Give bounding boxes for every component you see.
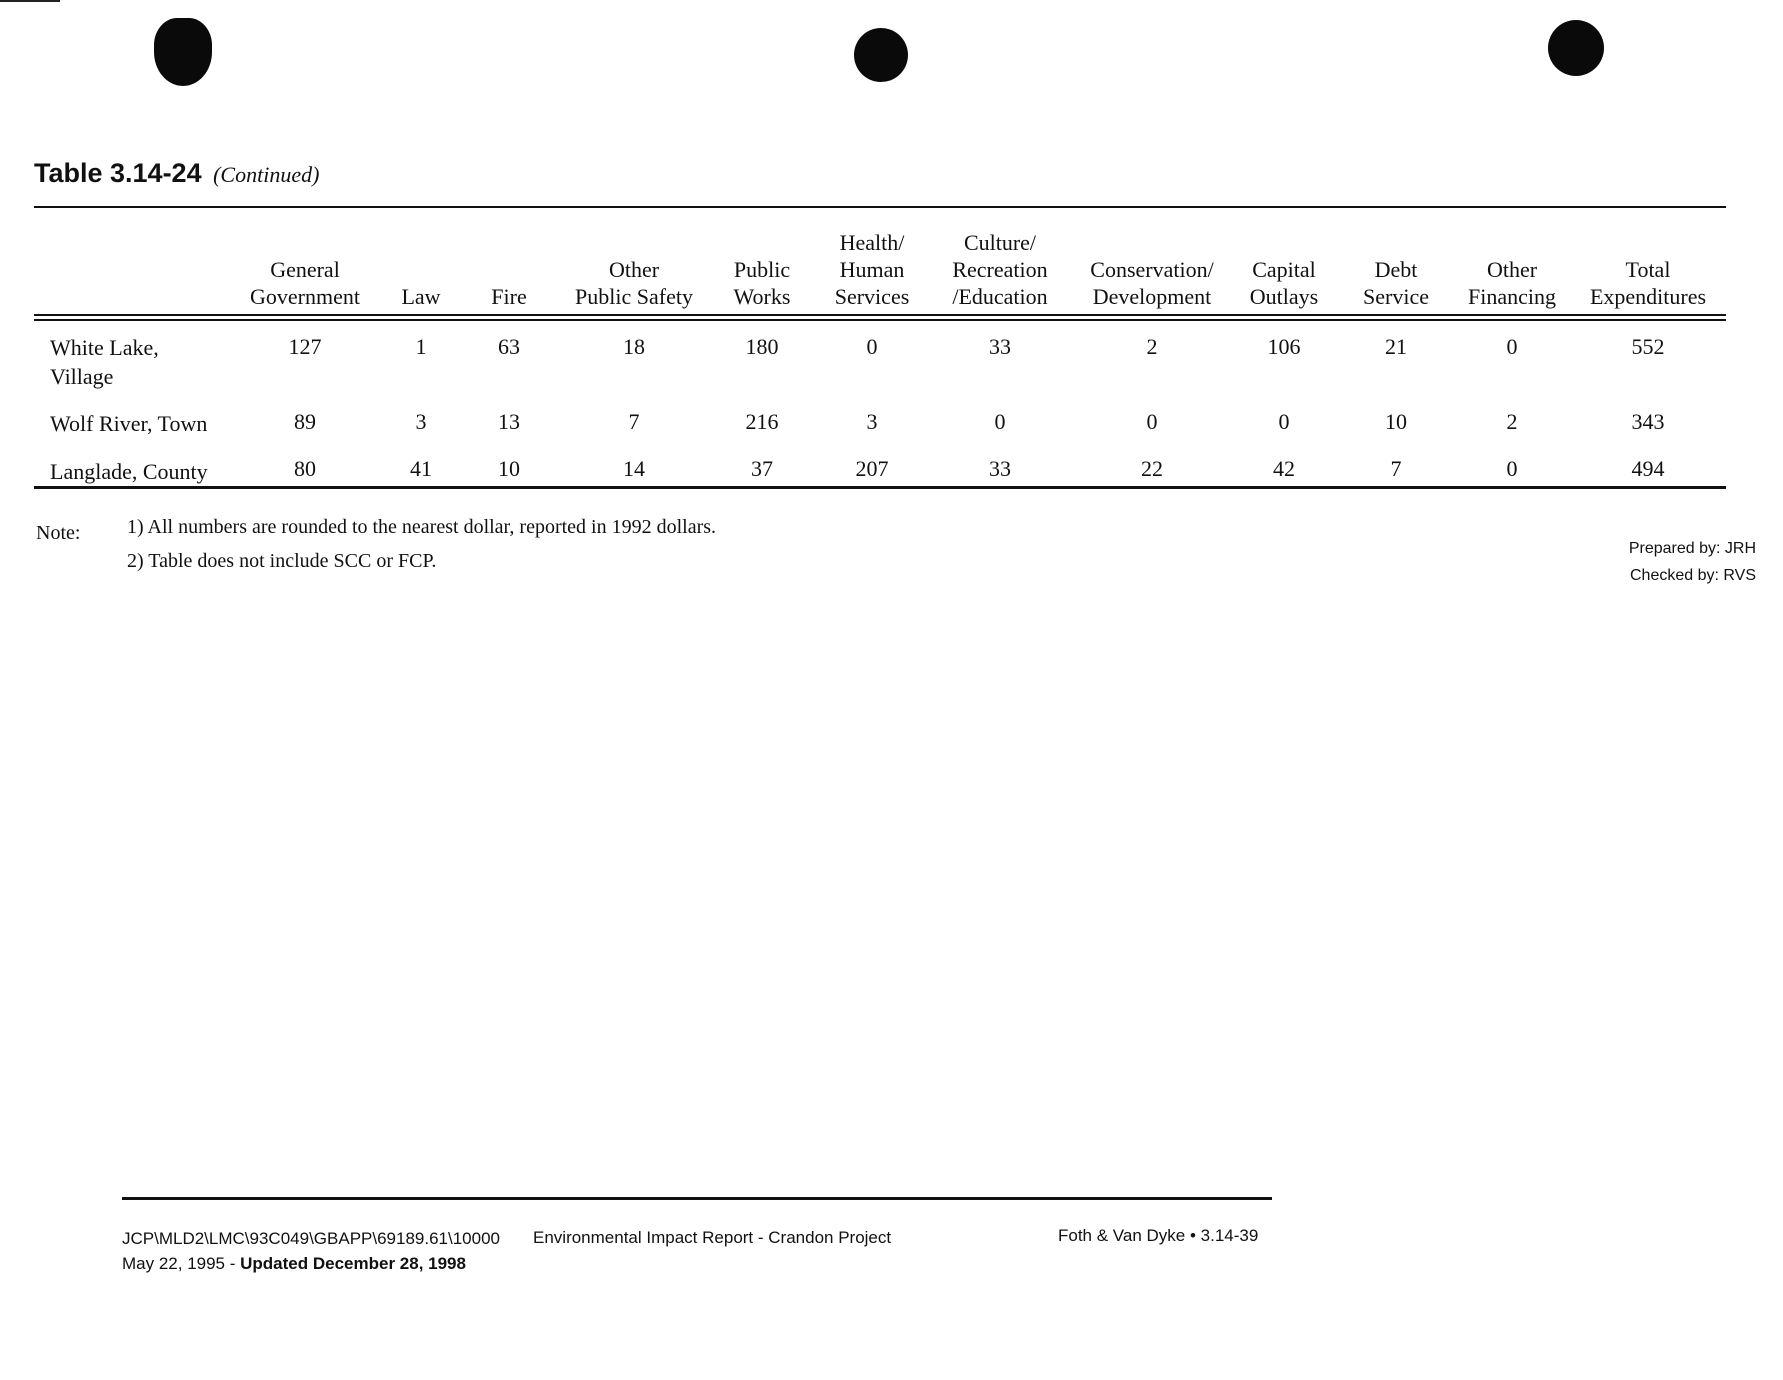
row-label [50, 457, 208, 486]
table-cell-culture-recreation-education: 33 [989, 456, 1011, 481]
column-header-line: Recreation [952, 257, 1048, 282]
punch-hole-right [1548, 20, 1604, 76]
table-title-label: Table 3.14-24 [34, 158, 202, 188]
table-cell-conservation-development: 2 [1146, 334, 1158, 359]
column-header-fire [491, 283, 526, 310]
row-label-line: Village [50, 364, 114, 389]
table-cell-conservation-development: 22 [1141, 456, 1163, 481]
footer-date-updated: Updated December 28, 1998 [240, 1254, 466, 1273]
row-label [50, 333, 159, 391]
column-header-line: Health/ [839, 230, 905, 255]
table-cell-law: 41 [410, 456, 432, 481]
table-cell-other-public-safety: 7 [628, 409, 640, 434]
prepared-by: Prepared by: JRH [1628, 540, 1756, 557]
footer-date [122, 1254, 466, 1274]
table-cell-debt-service: 7 [1390, 456, 1402, 481]
table-cell-other-public-safety: 14 [623, 456, 645, 481]
table-cell-health-human-services: 3 [866, 409, 878, 434]
column-header-line: Services [834, 284, 910, 309]
column-header-line: General [270, 257, 340, 282]
footer-page-number: Foth & Van Dyke • 3.14-39 [1058, 1226, 1259, 1245]
column-header-general-government [250, 256, 360, 310]
column-header-line: Public [733, 257, 791, 282]
row-label-line: White Lake, [50, 335, 159, 360]
column-header-line: Service [1363, 284, 1429, 309]
footer-rule [122, 1197, 1272, 1200]
column-header-capital-outlays [1250, 256, 1318, 310]
column-header-health-human-services [835, 229, 910, 310]
column-header-line: Law [401, 284, 441, 309]
table-cell-fire: 13 [498, 409, 520, 434]
column-header-line: Capital [1252, 257, 1316, 282]
column-header-line: Expenditures [1589, 284, 1707, 309]
footer-date-original: May 22, 1995 - [122, 1254, 241, 1273]
punch-hole-middle [854, 28, 908, 82]
column-header-other-public-safety [575, 256, 693, 310]
row-label [50, 409, 207, 438]
table-cell-capital-outlays: 0 [1278, 409, 1290, 434]
column-header-line: Government [250, 284, 360, 309]
table-cell-culture-recreation-education: 0 [994, 409, 1006, 434]
column-header-line: Development [1092, 284, 1212, 309]
scan-corner-mark [0, 0, 60, 2]
table-cell-public-works: 216 [745, 409, 779, 434]
table-cell-other-financing: 2 [1506, 409, 1518, 434]
note-item-2: 2) Table does not include SCC or FCP. [127, 550, 437, 572]
column-header-line: Fire [491, 284, 527, 309]
column-header-debt-service [1363, 256, 1429, 310]
table-cell-general-government: 127 [288, 334, 322, 359]
column-header-line: Total [1625, 257, 1671, 282]
table-cell-capital-outlays: 42 [1273, 456, 1295, 481]
column-header-other-financing [1468, 256, 1556, 310]
punch-hole-left [154, 18, 212, 86]
table-cell-law: 3 [415, 409, 427, 434]
column-header-line: Human [839, 257, 905, 282]
column-header-total-expenditures [1590, 256, 1706, 310]
table-cell-fire: 63 [498, 334, 520, 359]
note-label: Note: [36, 522, 81, 544]
note-item-1: 1) All numbers are rounded to the nearest dollar, reported in 1992 dollars. [127, 516, 717, 538]
table-cell-total-expenditures: 343 [1631, 409, 1665, 434]
table-cell-other-financing: 0 [1506, 456, 1518, 481]
column-header-line: Public Safety [575, 284, 693, 309]
table-cell-public-works: 37 [751, 456, 773, 481]
table-cell-other-financing: 0 [1506, 334, 1518, 359]
table-cell-health-human-services: 207 [855, 456, 889, 481]
column-header-line: Other [608, 257, 660, 282]
column-header-line: Financing [1468, 284, 1556, 309]
table-title [34, 158, 319, 189]
header-rule-upper [34, 314, 1726, 316]
table-title-continued: (Continued) [213, 162, 320, 187]
table-cell-debt-service: 21 [1385, 334, 1407, 359]
table-cell-fire: 10 [498, 456, 520, 481]
row-label-line: Langlade, County [50, 459, 208, 484]
checked-by: Checked by: RVS [1630, 567, 1756, 584]
column-header-line: Other [1486, 257, 1538, 282]
row-label-line: Wolf River, Town [50, 411, 208, 436]
column-header-line: Culture/ [963, 230, 1037, 255]
table-cell-public-works: 180 [745, 334, 779, 359]
table-cell-capital-outlays: 106 [1267, 334, 1301, 359]
column-header-line: /Education [952, 284, 1048, 309]
column-header-line: Debt [1374, 257, 1418, 282]
column-header-line: Conservation/ [1090, 257, 1214, 282]
column-header-public-works [734, 256, 791, 310]
table-cell-conservation-development: 0 [1146, 409, 1158, 434]
column-header-law [401, 283, 440, 310]
footer-file-path: JCP\MLD2\LMC\93C049\GBAPP\69189.61\10000 [122, 1229, 501, 1248]
column-header-line: Outlays [1249, 284, 1319, 309]
table-bottom-rule [34, 486, 1726, 489]
column-header-line: Works [733, 284, 791, 309]
table-cell-health-human-services: 0 [866, 334, 878, 359]
table-cell-general-government: 89 [294, 409, 316, 434]
table-cell-debt-service: 10 [1385, 409, 1407, 434]
column-header-culture-recreation-education [952, 229, 1047, 310]
table-cell-total-expenditures: 552 [1631, 334, 1665, 359]
footer-report-title: Environmental Impact Report - Crandon Project [533, 1228, 892, 1247]
table-cell-general-government: 80 [294, 456, 316, 481]
table-top-rule [34, 206, 1726, 208]
table-cell-law: 1 [415, 334, 427, 359]
table-cell-other-public-safety: 18 [623, 334, 645, 359]
table-cell-total-expenditures: 494 [1631, 456, 1665, 481]
table-cell-culture-recreation-education: 33 [989, 334, 1011, 359]
header-rule-lower [34, 319, 1726, 321]
column-header-conservation-development [1090, 256, 1213, 310]
